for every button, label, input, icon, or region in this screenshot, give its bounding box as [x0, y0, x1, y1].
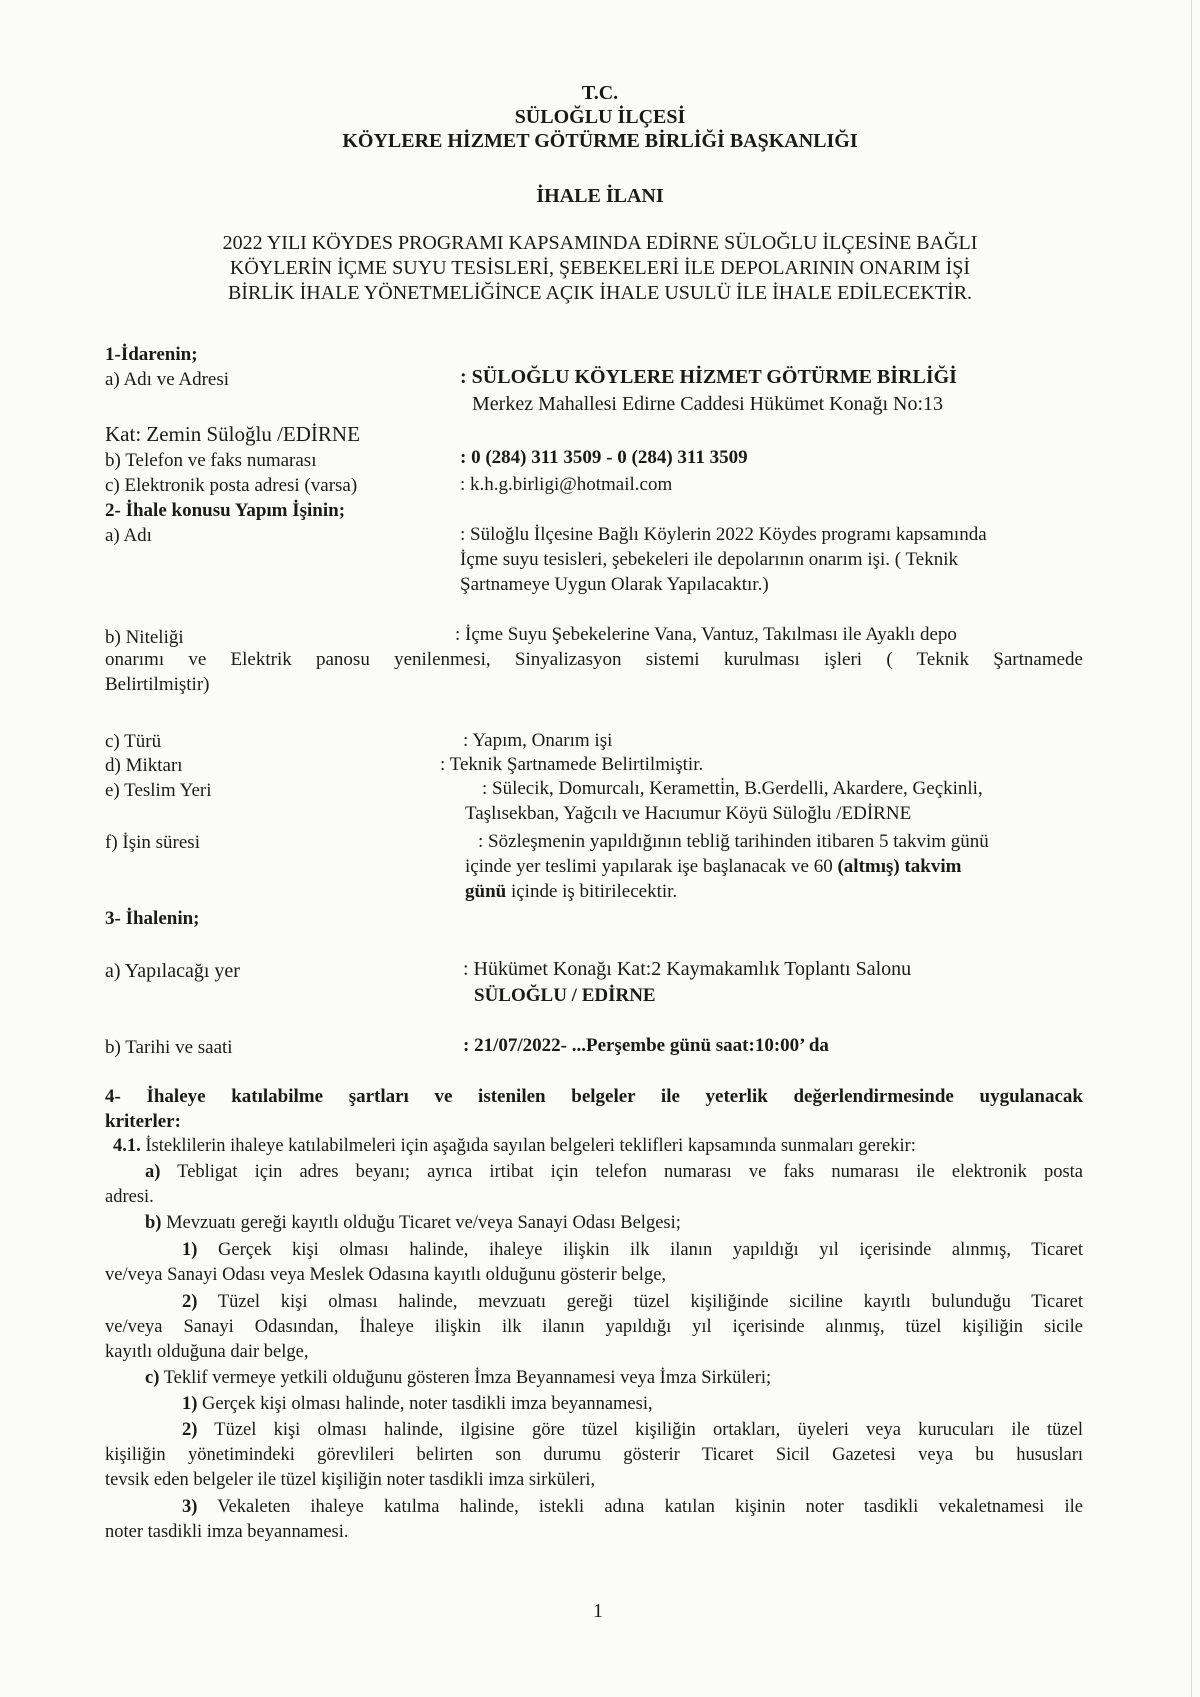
s2-c-value: : Yapım, Onarım işi [463, 730, 613, 751]
s4-b-label: b) [145, 1213, 162, 1233]
s4-b-text: Mevzuatı gereği kayıtlı olduğu Ticaret ve/veya Sanayi Odası Belgesi; [161, 1213, 681, 1233]
s2-e-line-1: : Sülecik, Domurcalı, Kerametti̇n, B.Gerdelli, Akardere, Geçkinli, [482, 778, 983, 799]
s4-c2-line-3: tevsik eden belgeler ile tüzel kişiliğin noter tasdikli imza sirküleri, [105, 1470, 596, 1490]
s4-b2-line-3: kayıtlı olduğuna dair belge, [105, 1342, 309, 1362]
s4-c2-text-1: Tüzel kişi olması halinde, ilgisine göre tüzel kişiliğin ortakları, üyeleri veya kurucuları ile tüzel [197, 1420, 1083, 1440]
s3-b-value: : 21/07/2022- ...Perşembe günü saat:10:00’ da [463, 1035, 829, 1056]
s3-a-value-2: SÜLOĞLU / EDİRNE [474, 985, 656, 1006]
header-union: KÖYLERE HİZMET GÖTÜRME BİRLİĞİ BAŞKANLIĞI [342, 130, 858, 152]
s4-b-line [145, 1213, 681, 1234]
page-number: 1 [593, 1600, 603, 1622]
s4-c3-num: 3) [182, 1497, 198, 1517]
s1-a-address: Merkez Mahallesi Edirne Caddesi Hükümet Konağı No:13 [472, 393, 943, 415]
s4-b2-line-2: ve/veya Sanayi Odasından, İhaleye ilişkin ilk ilanın yapıldığı yıl içerisinde alınmış, tüzel kişiliğin sicile [105, 1317, 1083, 1337]
s4-c1-num: 1) [182, 1394, 198, 1414]
s4-c1-text: Gerçek kişi olması halinde, noter tasdikli imza beyannamesi, [197, 1394, 653, 1414]
s3-heading: 3- İhalenin; [105, 908, 200, 929]
s2-f-line-3-text: içinde iş bitirilecektir. [506, 881, 678, 902]
intro-line-1: 2022 YILI KÖYDES PROGRAMI KAPSAMINDA EDİRNE SÜLOĞLU İLÇESİNE BAĞLI [222, 232, 978, 254]
intro-line-3: BİRLİK İHALE YÖNETMELİĞİNCE AÇIK İHALE USULÜ İLE İHALE EDİLECEKTİR. [227, 282, 973, 304]
s2-f-line-2-bold: (altmış) takvim [837, 856, 962, 877]
s4-c3-line-1 [182, 1497, 1083, 1518]
s4-c1-line [182, 1394, 653, 1415]
s2-b-line-1: : İçme Suyu Şebekelerine Vana, Vantuz, Takılması ile Ayaklı depo [455, 624, 957, 645]
s2-f-line-2 [465, 856, 961, 878]
s2-e-line-2: Taşlısekban, Yağcılı ve Hacıumur Köyü Süloğlu /EDİRNE [465, 803, 912, 824]
header-district: SÜLOĞLU İLÇESİ [514, 106, 686, 128]
s4-c3-line-2: noter tasdikli imza beyannamesi. [105, 1522, 349, 1542]
s4-a-text-1: Tebligat için adres beyanı; ayrıca irtibat için telefon numarası ve faks numarası ile elektronik posta [160, 1162, 1083, 1182]
s4-b2-line-1 [182, 1292, 1083, 1313]
s1-a-value: : SÜLOĞLU KÖYLERE HİZMET GÖTÜRME BİRLİĞİ [460, 366, 957, 388]
s4-c-text: Teklif vermeye yetkili olduğunu gösteren İmza Beyannamesi veya İmza Sirküleri; [159, 1368, 772, 1388]
s1-c-value: : k.h.g.birligi@hotmail.com [460, 474, 673, 495]
s2-a-line-1: : Süloğlu İlçesine Bağlı Köylerin 2022 Köydes programı kapsamında [460, 524, 987, 545]
s2-d-value: : Teknik Şartnamede Belirtilmiştir. [440, 754, 704, 775]
s1-heading: 1-İdarenin; [105, 344, 198, 365]
s4-a-line-2: adresi. [105, 1187, 154, 1207]
s4-a-label: a) [145, 1162, 161, 1182]
s4-c-line [145, 1368, 771, 1389]
s1-c-label: c) Elektronik posta adresi (varsa) [105, 475, 358, 496]
s1-a-floor: Kat: Zemin Süloğlu /EDİRNE [105, 422, 360, 446]
s2-a-line-2: İçme suyu tesisleri, şebekeleri ile depolarının onarım işi. ( Teknik [460, 549, 958, 570]
s4-b1-num: 1) [182, 1240, 198, 1260]
s3-a-value: : Hükümet Konağı Kat:2 Kaymakamlık Toplantı Salonu [463, 958, 912, 980]
s4-c2-line-1 [182, 1420, 1083, 1441]
s2-a-line-3: Şartnameye Uygun Olarak Yapılacaktır.) [460, 574, 769, 595]
s1-a-label: a) Adı ve Adresi [105, 369, 230, 390]
s2-f-line-2-text: içinde yer teslimi yapılarak işe başlanacak ve 60 [465, 856, 838, 877]
s4-c2-num: 2) [182, 1420, 198, 1440]
s2-b-label: b) Niteliği [105, 627, 184, 648]
s2-d-label: d) Miktarı [105, 755, 183, 776]
s4-b1-text-1: Gerçek kişi olması halinde, ihaleye ilişkin ilk ilanın yapıldığı yıl içerisinde alınmış, Ticaret [197, 1240, 1083, 1260]
s2-b-line-3: Belirtilmiştir) [105, 674, 210, 695]
s4-p41 [113, 1136, 916, 1157]
s2-f-line-1: : Sözleşmenin yapıldığının tebliğ tarihinden itibaren 5 takvim günü [478, 831, 989, 852]
s2-heading: 2- İhale konusu Yapım İşinin; [105, 500, 346, 521]
s2-e-label: e) Teslim Yeri [105, 780, 212, 801]
s3-a-label: a) Yapılacağı yer [105, 960, 240, 982]
s4-heading-line-2: kriterler: [105, 1111, 181, 1132]
s4-heading-line-1: 4- İhaleye katılabilme şartları ve istenilen belgeler ile yeterlik değerlendirmesinde uygulanacak [105, 1086, 1083, 1107]
s4-b2-text-1: Tüzel kişi olması halinde, mevzuatı gereği tüzel kişiliğinde siciline kayıtlı bulunduğu Ticaret [197, 1292, 1083, 1312]
s4-c-label: c) [145, 1368, 160, 1388]
s4-b2-num: 2) [182, 1292, 198, 1312]
s1-b-label: b) Telefon ve faks numarası [105, 450, 317, 471]
s2-f-line-3-bold: günü [465, 881, 507, 902]
s4-p41-num: 4.1. [113, 1136, 141, 1156]
s4-p41-text: İsteklilerin ihaleye katılabilmeleri için aşağıda sayılan belgeleri teklifleri kapsamında sunmaları gerekir: [140, 1136, 916, 1156]
s4-a-line-1 [145, 1162, 1083, 1183]
s1-b-value: : 0 (284) 311 3509 - 0 (284) 311 3509 [460, 447, 748, 468]
notice-title: İHALE İLANI [536, 185, 664, 207]
s2-a-label: a) Adı [105, 525, 152, 546]
s4-b1-line-1 [182, 1240, 1083, 1261]
s4-b1-line-2: ve/veya Sanayi Odası veya Meslek Odasına kayıtlı olduğunu gösterir belge, [105, 1265, 667, 1285]
header-tc: T.C. [581, 82, 619, 104]
s4-c2-line-2: kişiliğin yönetimindeki görevlileri belirten son durumu gösterir Ticaret Sicil Gazetesi veya bu hususları [105, 1445, 1083, 1465]
s2-c-label: c) Türü [105, 731, 162, 752]
s2-b-line-2: onarımı ve Elektrik panosu yenilenmesi, Sinyalizasyon sistemi kurulması işleri ( Teknik Şartnamede [105, 649, 1083, 670]
s2-f-line-3 [465, 881, 677, 903]
s4-c3-text-1: Vekaleten ihaleye katılma halinde, istekli adına katılan kişinin noter tasdikli vekaletnamesi ile [197, 1497, 1083, 1517]
intro-line-2: KÖYLERİN İÇME SUYU TESİSLERİ, ŞEBEKELERİ İLE DEPOLARININ ONARIM İŞİ [229, 257, 971, 279]
s3-b-label: b) Tarihi ve saati [105, 1037, 233, 1058]
s2-f-label: f) İşin süresi [105, 832, 200, 853]
